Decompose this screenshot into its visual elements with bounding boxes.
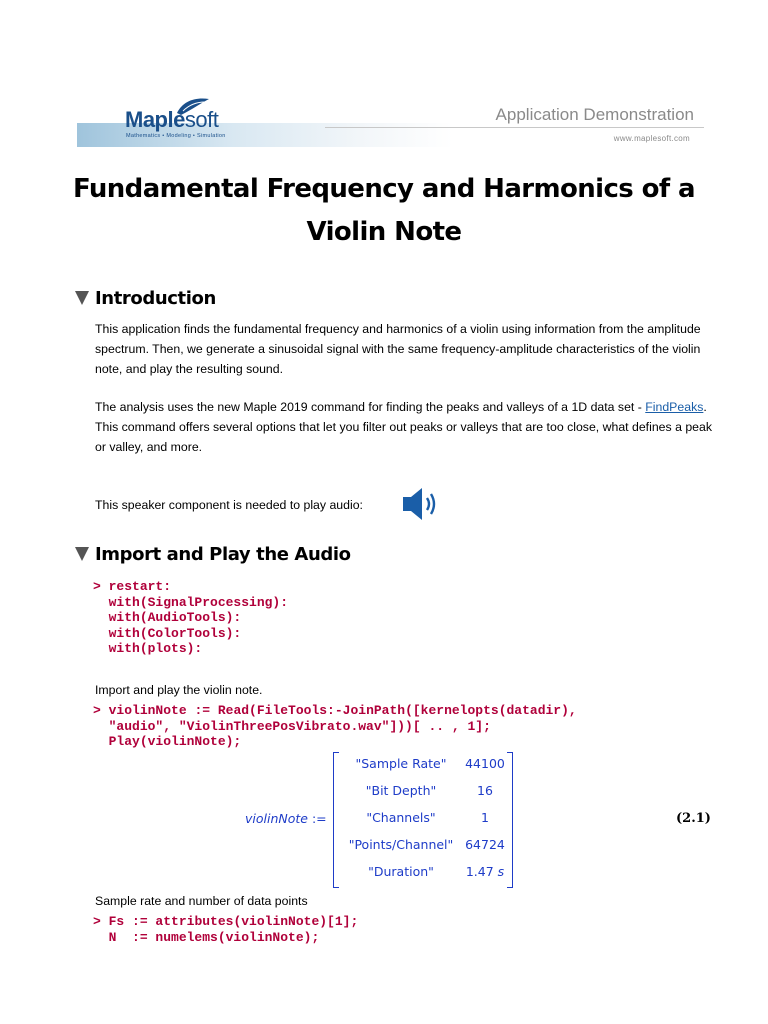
section-heading: Import and Play the Audio: [95, 544, 351, 565]
prompt-symbol: >: [93, 579, 101, 594]
brand-logo: Maplesoft: [125, 107, 219, 132]
code-block-read[interactable]: > violinNote := Read(FileTools:-JoinPath([kernelopts(datadir), "audio", "ViolinThreePosVibrato.wav"]))[ .. , 1]; Play(violinNote);: [93, 703, 577, 749]
import-caption: Import and play the violin note.: [95, 683, 263, 697]
banner-url: www.maplesoft.com: [613, 134, 690, 143]
section-introduction[interactable]: [75, 288, 216, 309]
intro-paragraph-findpeaks: The analysis uses the new Maple 2019 command for finding the peaks and valleys of a 1D data set - FindPeaks. This command offers several options that let you filter out peaks or valleys that are too close, what defines a peak or valley, and more.: [95, 400, 712, 454]
matrix-row: "Bit Depth" 16: [365, 783, 493, 798]
output-label: violinNote :=: [245, 811, 327, 826]
sample-caption: Sample rate and number of data points: [95, 894, 308, 908]
banner-heading: Application Demonstration: [495, 105, 694, 124]
collapse-triangle-icon[interactable]: [75, 547, 89, 561]
findpeaks-link[interactable]: FindPeaks: [645, 400, 704, 414]
code-block-fs[interactable]: > Fs := attributes(violinNote)[1]; N := numelems(violinNote);: [93, 914, 359, 945]
matrix-row: "Points/Channel" 64724: [348, 837, 505, 852]
prompt-symbol: >: [93, 703, 101, 718]
matrix-row: "Sample Rate" 44100: [355, 756, 505, 771]
output-matrix: [333, 752, 513, 886]
code-block-restart[interactable]: > restart: with(SignalProcessing): with(AudioTools): with(ColorTools): with(plots):: [93, 579, 289, 656]
brand-tagline: Mathematics • Modeling • Simulation: [126, 133, 226, 139]
collapse-triangle-icon[interactable]: [75, 291, 89, 305]
intro-paragraph: This application finds the fundamental frequency and harmonics of a violin using information from the amplitude spectrum. Then, we generate a sinusoidal signal with the same frequency-amplitude characteristics of the violin note, and play the resulting sound.: [95, 322, 701, 376]
maplesoft-banner: [77, 93, 704, 147]
banner-rule: [325, 127, 704, 128]
speaker-icon[interactable]: [402, 486, 442, 522]
equation-number: (2.1): [676, 811, 711, 826]
section-heading: Introduction: [95, 288, 216, 309]
page-title: Fundamental Frequency and Harmonics of a Violin Note: [73, 174, 695, 247]
matrix-row: "Duration" 1.47 s: [368, 864, 505, 879]
matrix-row: "Channels" 1: [366, 810, 489, 825]
speaker-caption: This speaker component is needed to play audio:: [95, 498, 363, 512]
section-import-play[interactable]: [75, 544, 351, 565]
prompt-symbol: >: [93, 914, 101, 929]
